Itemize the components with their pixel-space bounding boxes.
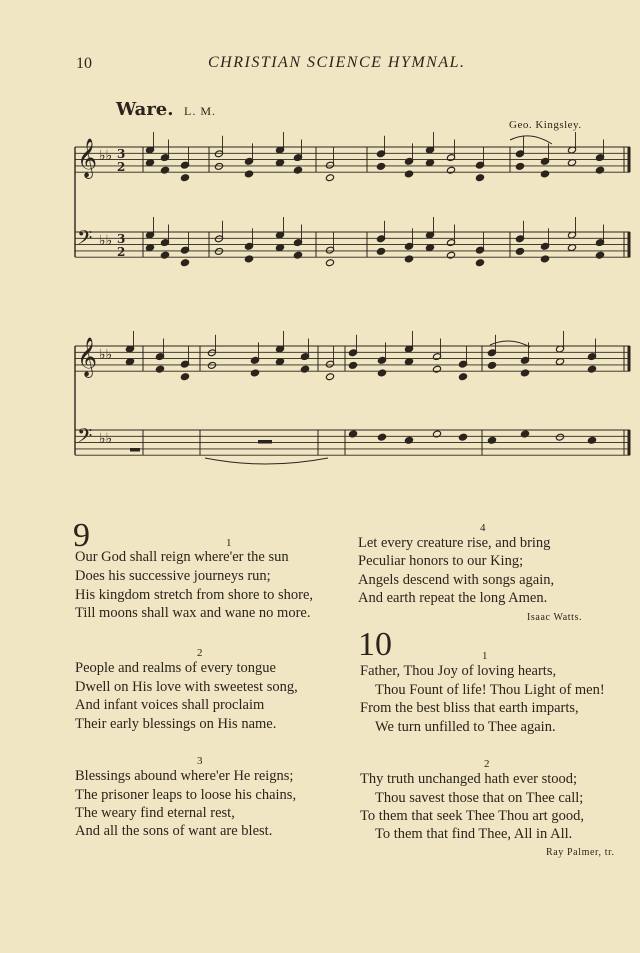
note-head [348, 430, 357, 438]
note-head [180, 259, 189, 267]
note-head [348, 361, 357, 369]
whole-rest [258, 440, 272, 444]
verse-number: 1 [226, 537, 232, 549]
note-head [555, 433, 564, 441]
half-rest [130, 448, 140, 452]
note-head [293, 251, 302, 259]
key-signature: ♭♭ [99, 233, 113, 249]
note-head [325, 373, 334, 381]
verse-line: Thou Fount of life! Thou Light of men! [375, 682, 605, 698]
verse-line: Our God shall reign where'er the sun [75, 549, 289, 565]
author-attribution: Isaac Watts. [527, 612, 583, 623]
note-head [180, 174, 189, 182]
note-head [244, 255, 253, 263]
note-head [300, 365, 309, 373]
note-head [587, 365, 596, 373]
note-head [244, 170, 253, 178]
running-title: CHRISTIAN SCIENCE HYMNAL. [208, 54, 466, 71]
time-signature: 3 [117, 232, 126, 246]
note-head [595, 251, 604, 259]
tune-name: Ware. [116, 99, 174, 120]
note-head [540, 170, 549, 178]
key-signature: ♭♭ [99, 347, 113, 363]
note-head [160, 166, 169, 174]
author-attribution: Ray Palmer, tr. [546, 847, 615, 858]
note-head [446, 166, 455, 174]
note-head [515, 162, 524, 170]
verse-line: Dwell on His love with sweetest song, [75, 679, 298, 695]
note-head [515, 247, 524, 255]
note-head [250, 369, 259, 377]
verse-line: Thou savest those that on Thee call; [375, 790, 584, 806]
note-head [207, 361, 216, 369]
note-head [475, 174, 484, 182]
hymn-number: 9 [73, 517, 90, 554]
verse-line: Does his successive journeys run; [75, 568, 271, 584]
note-head [180, 373, 189, 381]
bass-clef: 𝄢 [77, 226, 93, 254]
time-signature: 2 [117, 245, 126, 259]
bass-clef: 𝄢 [77, 424, 93, 452]
verse-number: 4 [480, 522, 486, 534]
verse-line: Angels descend with songs again, [358, 572, 555, 588]
verse-line: And earth repeat the long Amen. [358, 590, 548, 606]
key-signature: ♭♭ [99, 148, 113, 164]
verse-line: His kingdom stretch from shore to shore, [75, 587, 314, 603]
time-signature: 2 [117, 160, 126, 174]
treble-clef: 𝄞 [77, 337, 98, 377]
page-number: 10 [76, 55, 92, 72]
note-head [404, 255, 413, 263]
tune-meter: L. M. [184, 104, 216, 118]
verse-number: 2 [484, 758, 490, 770]
note-head [376, 247, 385, 255]
verse-line: From the best bliss that earth imparts, [360, 700, 579, 716]
note-head [520, 369, 529, 377]
verse-line: Their early blessings on His name. [75, 716, 277, 732]
time-signature: 3 [117, 147, 126, 161]
note-head [155, 365, 164, 373]
note-head [487, 361, 496, 369]
verse-line: To them that find Thee, All in All. [375, 826, 573, 842]
verse-line: Father, Thou Joy of loving hearts, [360, 663, 557, 679]
note-head [520, 430, 529, 438]
tie [205, 458, 328, 464]
verse-number: 3 [197, 755, 203, 767]
verse-line: Blessings abound where'er He reigns; [75, 768, 294, 784]
composer-credit: Geo. Kingsley. [509, 119, 582, 131]
verse-line: Let every creature rise, and bring [358, 535, 551, 551]
note-head [404, 436, 413, 444]
note-head [446, 251, 455, 259]
note-head [595, 166, 604, 174]
verse-line: To them that seek Thee Thou art good, [360, 808, 584, 824]
verse-line: We turn unfilled to Thee again. [375, 719, 556, 735]
note-head [325, 259, 334, 267]
note-head [377, 433, 386, 441]
treble-clef: 𝄞 [77, 138, 98, 178]
hymn-number: 10 [358, 626, 392, 663]
verse-line: The weary find eternal rest, [75, 805, 235, 821]
note-head [404, 170, 413, 178]
verse-line: And all the sons of want are blest. [75, 823, 273, 839]
note-head [160, 251, 169, 259]
key-signature: ♭♭ [99, 431, 113, 447]
note-head [214, 162, 223, 170]
verse-line: The prisoner leaps to loose his chains, [75, 787, 297, 803]
verse-line: People and realms of every tongue [75, 660, 276, 676]
note-head [376, 162, 385, 170]
verse-line: Peculiar honors to our King; [358, 553, 524, 569]
note-head [325, 174, 334, 182]
verse-number: 2 [197, 647, 203, 659]
verse-line: And infant voices shall proclaim [75, 697, 265, 713]
note-head [377, 369, 386, 377]
note-head [293, 166, 302, 174]
verse-line: Till moons shall wax and wane no more. [75, 605, 311, 621]
note-head [432, 430, 441, 438]
note-head [458, 373, 467, 381]
note-head [475, 259, 484, 267]
note-head [432, 365, 441, 373]
note-head [214, 247, 223, 255]
verse-line: Thy truth unchanged hath ever stood; [360, 771, 578, 787]
note-head [587, 436, 596, 444]
verse-number: 1 [482, 650, 488, 662]
note-head [540, 255, 549, 263]
note-head [487, 436, 496, 444]
note-head [458, 433, 467, 441]
tie [510, 136, 552, 144]
